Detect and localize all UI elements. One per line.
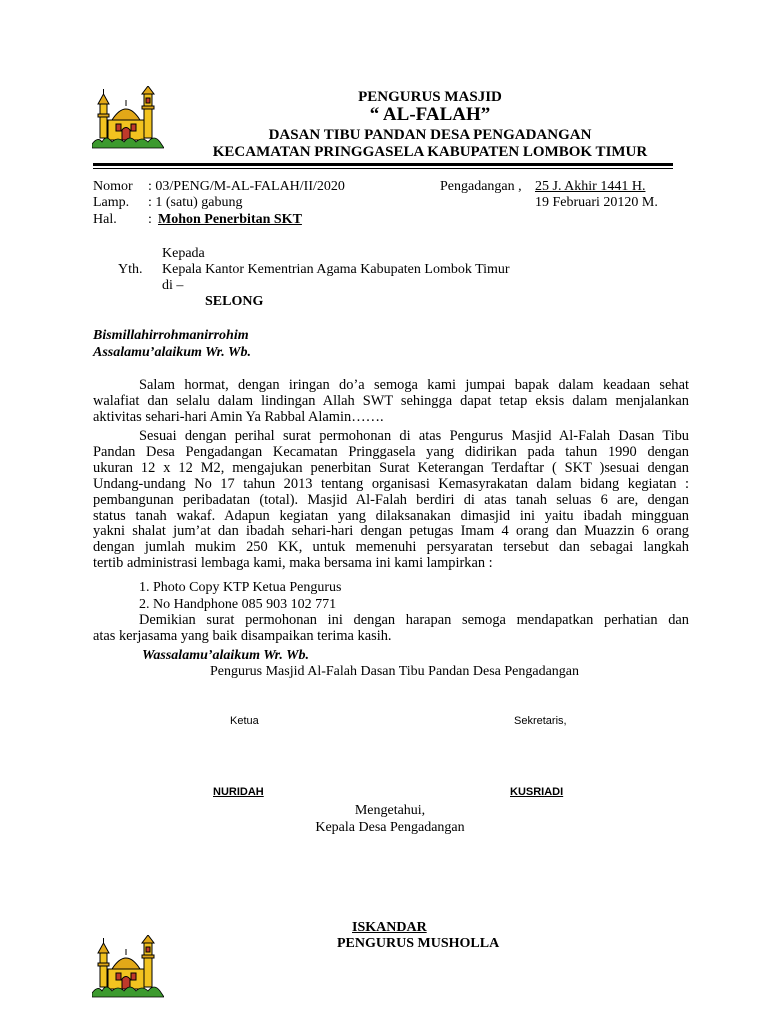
sekretaris-name: KUSRIADI <box>510 786 564 798</box>
body-paragraph-2 <box>93 429 689 572</box>
letterhead-line-4: KECAMATAN PRINGGASELA KABUPATEN LOMBOK TIMUR <box>212 144 648 160</box>
lamp-label: Lamp. <box>93 195 130 210</box>
recipient-kepada: Kepada <box>162 246 205 261</box>
letterhead-rule-thick <box>93 163 673 166</box>
date-masehi: 19 Februari 20120 M. <box>535 195 658 210</box>
lamp-value: : 1 (satu) gabung <box>148 195 243 210</box>
p2-line-7: yakni shalat jum’at dan ibadah sehari-hari dengan petugas Imam 4 orang dan Muazzin 6 orang <box>93 523 689 540</box>
letterhead-rule-thin <box>93 168 673 169</box>
p2-line-1: Sesuai dengan perihal surat permohonan di atas Pengurus Masjid Al-Falah Dasan Tibu <box>139 428 689 444</box>
body-paragraph-1 <box>93 378 689 426</box>
p2-line-8: dengan jumlah mukim 250 KK, untuk memenuhi persyaratan tersebut dan sebagai langkah <box>93 539 689 556</box>
p3-line-2: atas kerjasama yang baik disampaikan terima kasih. <box>93 627 392 644</box>
nomor-value: : 03/PENG/M-AL-FALAH/II/2020 <box>148 179 345 194</box>
third-signer-name: ISKANDAR <box>352 920 427 935</box>
p2-line-4: Undang-undang No 17 tahun 2013 tentang organisasi Kemasyrakatan dalam bidang kegiatan : <box>93 475 689 492</box>
closing-wassalam: Wassalamu’alaikum Wr. Wb. <box>142 648 310 663</box>
attachment-item-2: 2. No Handphone 085 903 102 771 <box>139 597 337 612</box>
recipient-yth: Yth. <box>118 262 143 277</box>
p1-line-1: Salam hormat, dengan iringan do’a semoga kami jumpai bapak dalam keadaan sehat <box>139 377 689 393</box>
hal-label: Hal. <box>93 212 117 227</box>
kades-title: Kepala Desa Pengadangan <box>315 820 465 835</box>
letterhead-line-1: PENGURUS MASJID <box>358 89 502 105</box>
ketua-name: NURIDAH <box>213 786 264 798</box>
letterhead-line-2: “ AL-FALAH” <box>369 104 491 125</box>
p2-line-5: pembangunan peribadatan (total). Masjid Al-Falah berdiri di atas tanah seluas 6 are, dengan <box>93 491 689 508</box>
letter-place: Pengadangan , <box>440 179 522 194</box>
hal-colon: : <box>148 212 152 227</box>
p1-line-3: aktivitas sehari-hari Amin Ya Rabbal Alamin……. <box>93 408 384 425</box>
letterhead-line-3: DASAN TIBU PANDAN DESA PENGADANGAN <box>268 127 592 143</box>
mosque-logo-icon <box>92 86 164 152</box>
body-paragraph-3 <box>93 613 689 645</box>
nomor-label: Nomor <box>93 179 133 194</box>
sekretaris-label: Sekretaris, <box>514 715 567 727</box>
attachment-item-1: 1. Photo Copy KTP Ketua Pengurus <box>139 580 342 595</box>
hal-value: Mohon Penerbitan SKT <box>158 212 302 227</box>
recipient-di: di – <box>162 278 184 293</box>
mosque-logo-icon <box>92 935 164 1001</box>
p2-line-9: tertib administrasi lembaga kami, maka bersama ini kami lampirkan : <box>93 555 493 572</box>
p1-line-2: walafiat dan selalu dalam lindingan Allah SWT sehingga dapat tetap eksis dalam menjalankan <box>93 392 689 409</box>
p3-line-1: Demikian surat permohonan ini dengan harapan semoga mendapatkan perhatian dan <box>139 612 689 628</box>
date-hijri: 25 J. Akhir 1441 H. <box>535 179 646 194</box>
mengetahui-label: Mengetahui, <box>354 803 426 818</box>
third-signer-title: PENGURUS MUSHOLLA <box>337 936 500 951</box>
ketua-label: Ketua <box>230 715 259 727</box>
recipient-city: SELONG <box>205 294 264 309</box>
p2-line-6: status tanah wakaf. Adapun kegiatan yang dilaksanakan dimasjid ini yaitu ibadah mingguan <box>93 507 689 524</box>
recipient-name: Kepala Kantor Kementrian Agama Kabupaten Lombok Timur <box>162 262 510 277</box>
greeting-salam: Assalamu’alaikum Wr. Wb. <box>93 345 251 360</box>
closing-organization: Pengurus Masjid Al-Falah Dasan Tibu Pandan Desa Pengadangan <box>210 664 580 679</box>
greeting-bismillah: Bismillahirrohmanirrohim <box>93 328 249 343</box>
p2-line-2: Pandan Desa Pengadangan Kecamatan Pringgasela yang didirikan pada tahun 1990 dengan <box>93 443 689 460</box>
p2-line-3: ukuran 12 x 12 M2, mengajukan penerbitan Surat Keterangan Terdaftar ( SKT )sesuai dengan <box>93 459 689 476</box>
